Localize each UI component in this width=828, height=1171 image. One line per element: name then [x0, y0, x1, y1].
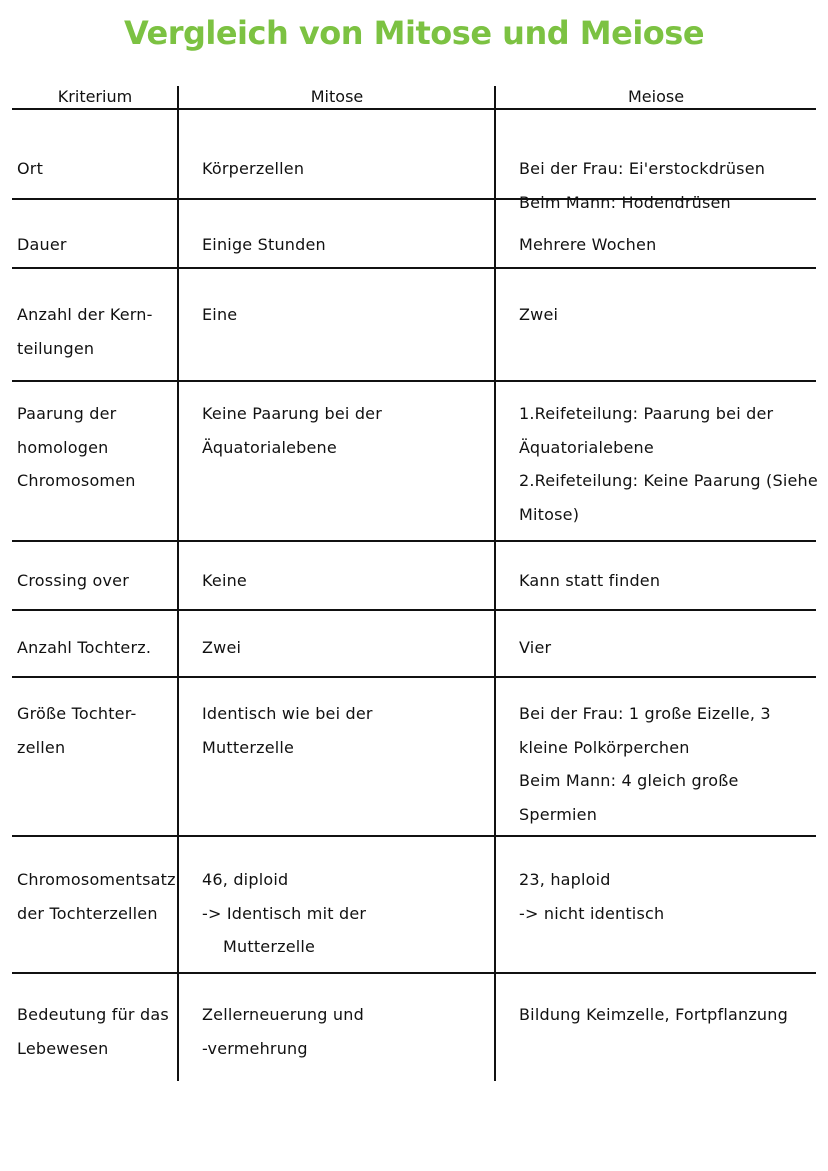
- header-kriterium: Kriterium: [57, 87, 133, 106]
- criterion-cell: Paarung der homologen Chromosomen: [17, 404, 136, 490]
- comparison-table: [12, 86, 816, 1078]
- table-row: [12, 269, 816, 382]
- meiose-cell: Zwei: [519, 305, 559, 324]
- meiose-cell: Bildung Keimzelle, Fortpflanzung: [519, 1005, 788, 1024]
- mitose-cell: Identisch wie bei der Mutterzelle: [202, 704, 373, 757]
- table-row: [12, 382, 816, 542]
- table-header-row: [12, 86, 816, 110]
- table-row: [12, 974, 816, 1078]
- table-row: [12, 611, 816, 678]
- mitose-cell: Zellerneuerung und -vermehrung: [202, 1005, 364, 1058]
- mitose-cell: Körperzellen: [202, 159, 305, 178]
- meiose-cell: 23, haploid -> nicht identisch: [519, 870, 665, 923]
- mitose-cell: Zwei: [202, 638, 242, 657]
- criterion-cell: Ort: [17, 159, 44, 178]
- meiose-cell: 1.Reifeteilung: Paarung bei der Äquatorialebene 2.Reifeteilung: Keine Paarung (Siehe Mitose): [519, 404, 818, 524]
- header-meiose: Meiose: [627, 87, 685, 106]
- table-row: [12, 837, 816, 974]
- mitose-cell: 46, diploid -> Identisch mit der Mutterzelle: [202, 870, 367, 956]
- criterion-cell: Anzahl der Kern- teilungen: [17, 305, 153, 358]
- meiose-cell: Bei der Frau: 1 große Eizelle, 3 kleine Polkörperchen Beim Mann: 4 gleich große Spermien: [519, 704, 771, 824]
- table-row: [12, 542, 816, 611]
- meiose-cell: Kann statt finden: [519, 571, 661, 590]
- table-row: [12, 678, 816, 837]
- criterion-cell: Anzahl Tochterz.: [17, 638, 152, 657]
- meiose-cell: Vier: [519, 638, 552, 657]
- table-row: [12, 200, 816, 269]
- header-mitose: Mitose: [310, 87, 364, 106]
- mitose-cell: Eine: [202, 305, 238, 324]
- table-row: [12, 110, 816, 212]
- mitose-cell: Keine: [202, 571, 247, 590]
- criterion-cell: Größe Tochter- zellen: [17, 704, 137, 757]
- mitose-cell: Einige Stunden: [202, 235, 326, 254]
- meiose-cell: Bei der Frau: Ei'erstockdrüsen Beim Mann: Hodendrüsen: [519, 159, 766, 212]
- mitose-cell: Keine Paarung bei der Äquatorialebene: [202, 404, 383, 457]
- meiose-cell: Mehrere Wochen: [519, 235, 657, 254]
- page-title: Vergleich von Mitose und Meiose: [123, 14, 705, 52]
- criterion-cell: Crossing over: [17, 571, 129, 590]
- criterion-cell: Bedeutung für das Lebewesen: [17, 1005, 169, 1058]
- criterion-cell: Dauer: [17, 235, 67, 254]
- criterion-cell: Chromosomentsatz der Tochterzellen: [17, 870, 176, 923]
